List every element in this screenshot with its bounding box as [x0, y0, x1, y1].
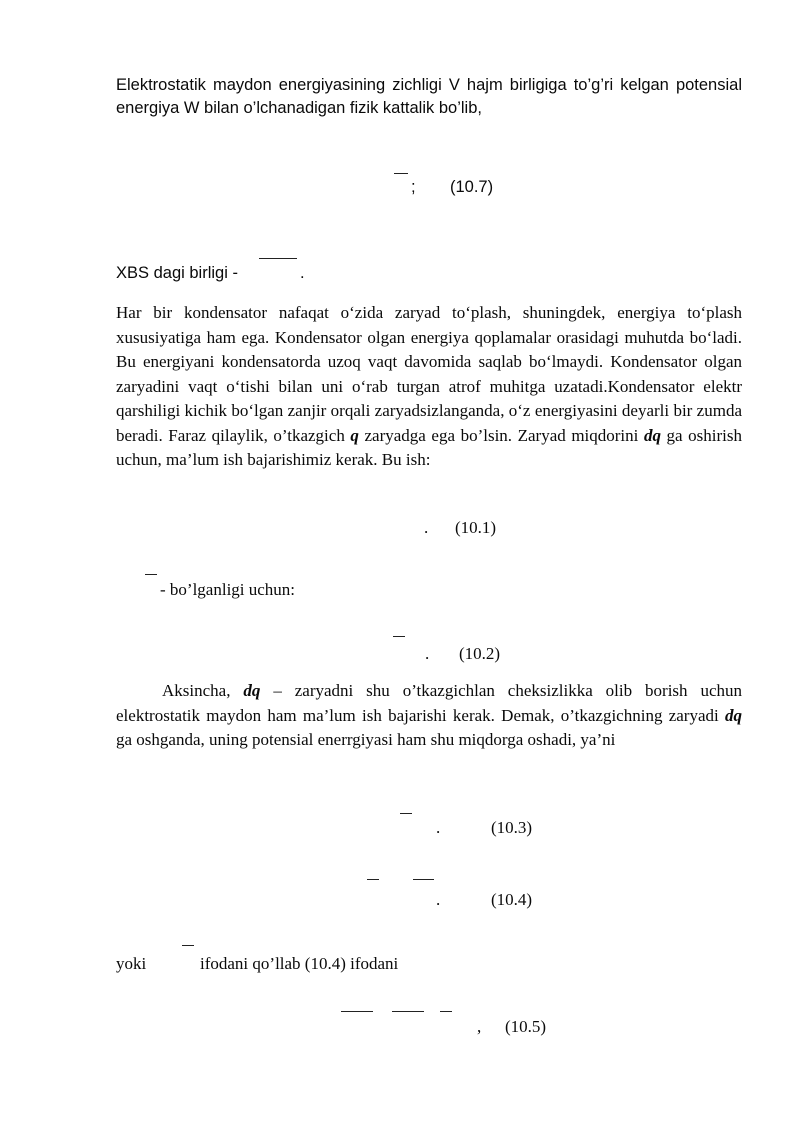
paragraph-text: ga oshganda, uning potensial enerrgiyasi ham shu miqdorga oshadi, ya’ni: [116, 730, 616, 749]
variable-dq: dq: [643, 425, 661, 445]
xbs-unit-tail: .: [300, 264, 305, 282]
equation-number-10-4: (10.4): [491, 890, 533, 909]
fraction-bar: [413, 879, 434, 880]
equation-number-10-3: (10.3): [491, 818, 533, 837]
main-paragraph: [116, 301, 742, 473]
paragraph-text: Aksincha,: [162, 681, 231, 700]
fraction-bar: [392, 1011, 424, 1012]
fraction-bar: [400, 813, 412, 814]
fraction-bar: [393, 636, 405, 637]
variable-q: q: [350, 425, 359, 445]
equation-separator: ,: [477, 1017, 482, 1036]
second-paragraph: [116, 679, 742, 753]
fraction-bar: [259, 258, 297, 259]
fraction-bar: [341, 1011, 373, 1012]
fraction-bar: [440, 1011, 452, 1012]
fraction-bar: [145, 574, 157, 575]
apply-text: ifodani qo’llab (10.4) ifodani: [200, 954, 399, 973]
equation-separator: .: [436, 890, 441, 909]
equation-number-10-7: (10.7): [450, 178, 494, 196]
equation-separator: .: [424, 518, 429, 537]
paragraph-text: zaryadga ega bo’lsin. Zaryad miqdorini: [364, 425, 639, 445]
equation-number-10-5: (10.5): [505, 1017, 547, 1036]
equation-separator: .: [436, 818, 441, 837]
equation-number-10-2: (10.2): [459, 644, 501, 663]
paragraph-text: ga oshirish uchun, ma’lum ish bajarishimiz kerak. Bu ish:: [116, 425, 743, 469]
paragraph-text: – zaryadni shu o’tkazgichlan cheksizlikka olib borish uchun elektrostatik maydon ham ma’lum ish bajarishi kerak. Demak, o’tkazgichning zaryadi: [116, 681, 743, 725]
fraction-bar: [182, 945, 194, 946]
equation-separator: .: [425, 644, 430, 663]
yoki-text: yoki: [116, 954, 147, 973]
fraction-bar: [394, 173, 408, 174]
intro-paragraph: Elektrostatik maydon energiyasining zichligi V hajm birligiga to’g’ri kelgan potensial energiya W bilan o’lchanadigan fizik kattalik bo’lib,: [116, 76, 742, 117]
variable-dq: dq: [725, 705, 742, 725]
equation-number-10-1: (10.1): [455, 518, 497, 537]
paragraph-text: Har bir kondensator nafaqat o‘zida zaryad to‘plash, shuningdek, energiya to‘plash xususiyatiga ham ega. Kondensator olgan energiya qoplamalar orasidagi muhutda bo‘ladi. Bu energiyani kondensatorda uzoq vaqt davomida saqlab bo‘lmaydi. Kondensator olgan zaryadini vaqt o‘tishi bilan uni o‘rab turgan atrof muhitga uzatadi.Kondensator elektr qarshiligi kichik bo‘lgan zanjir orqali zaryadsizlanganda, o‘z energiyasini deyarli bir zumda beradi. Faraz qilaylik, o’tkazgich: [116, 303, 742, 445]
xbs-unit-label: XBS dagi birligi -: [116, 264, 238, 282]
fraction-bar: [367, 879, 379, 880]
equation-separator: ;: [411, 178, 416, 196]
variable-dq: dq: [243, 681, 261, 700]
because-text: - bo’lganligi uchun:: [160, 580, 296, 599]
